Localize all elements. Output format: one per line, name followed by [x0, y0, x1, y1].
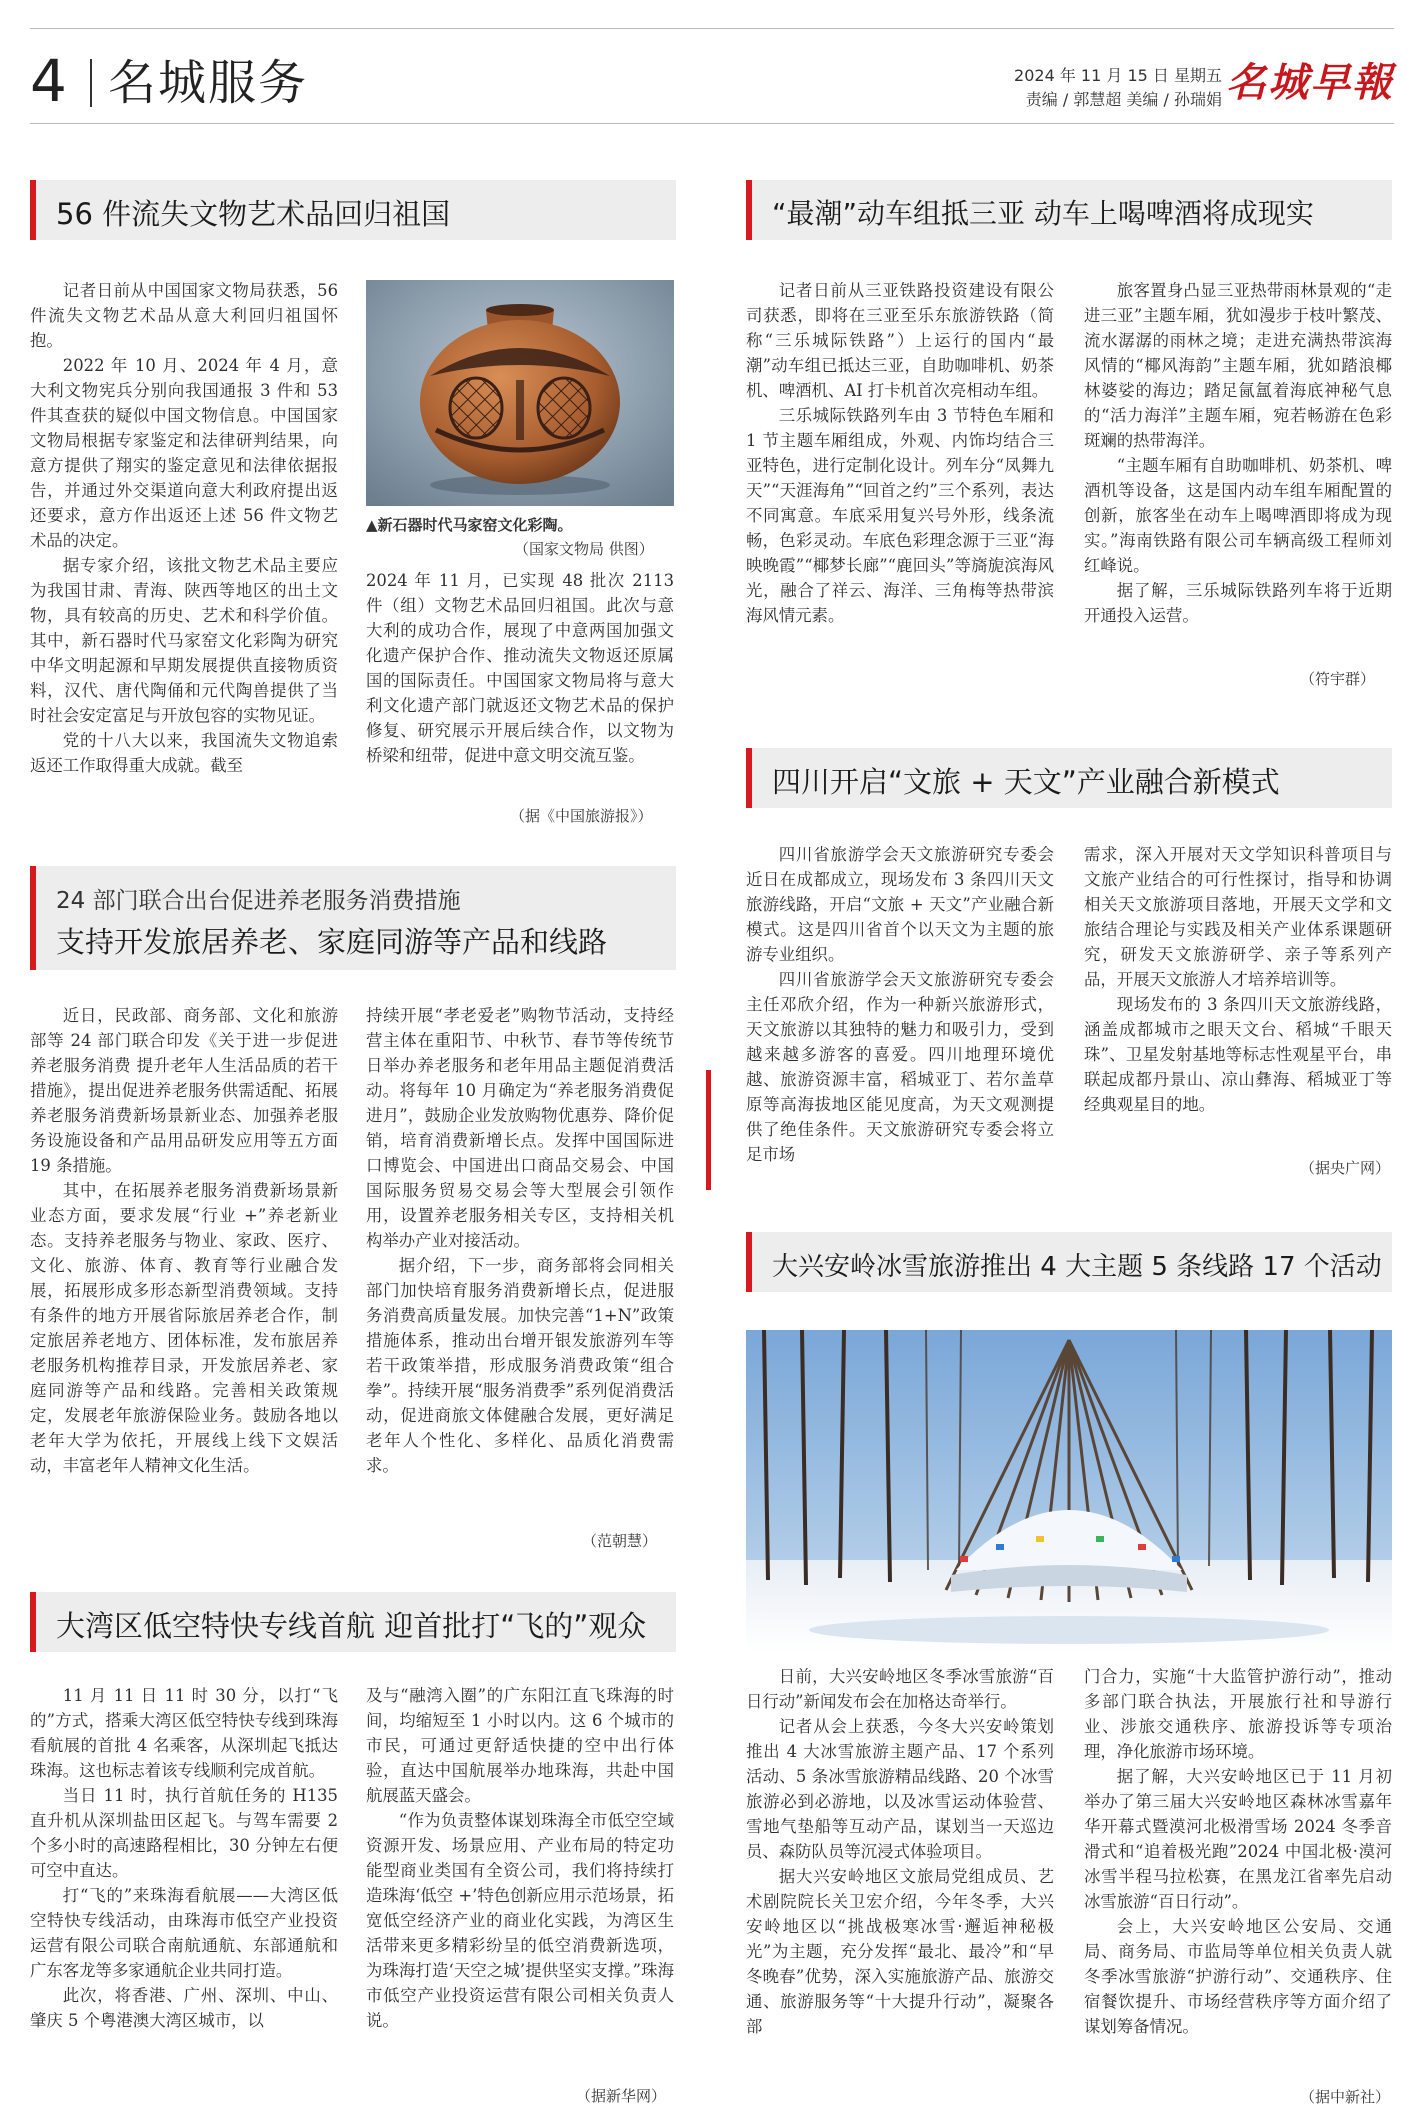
article-source: （据新华网）	[576, 2087, 667, 2105]
headline: 四川开启“文旅 + 天文”产业融合新模式	[772, 765, 1280, 799]
paragraph: 记者日前从三亚铁路投资建设有限公司获悉，即将在三亚至乐东旅游铁路（简称“三乐城际铁路”）上运行的国内“最潮”动车组已抵达三亚，自助咖啡机、奶茶机、啤酒机、AI 打卡机首次亮相动车组。	[746, 281, 1054, 400]
article-source: （符宇群）	[1300, 670, 1376, 688]
paragraph: 其中，在拓展养老服务消费新场景新业态方面，要求发展“行业 +”养老新业态。支持养老服务与物业、家政、医疗、文化、旅游、体育、教育等行业融合发展，拓展形成多形态新型消费领域。支持有条件的地方开展省际旅居养老合作，制定旅居养老地方、团体标准，发布旅居养老服务机构推荐目录，开发旅居养老、家庭同游等产品和线路。完善相关政策规定，发展老年旅游保险业务。鼓励各地以老年大学为依托，开展线上线下文娱活动，丰富老年人精神文化生活。	[30, 1181, 338, 1475]
article-source: （据中新社）	[1300, 2088, 1391, 2106]
masthead	[30, 28, 1394, 124]
article-column	[366, 1683, 674, 2033]
pottery-photo	[366, 280, 674, 506]
section-title: 名城服务	[108, 55, 309, 111]
article-column	[1084, 1664, 1392, 2039]
article-source: （据《中国旅游报》）	[510, 807, 653, 825]
paragraph: 当日 11 时，执行首航任务的 H135 直升机从深圳盐田区起飞。与驾车需要 2 个多小时的高速路程相比，30 分钟左右便可空中直达。	[30, 1786, 338, 1880]
subheadline: 24 部门联合出台促进养老服务消费措施	[56, 888, 461, 914]
paragraph: 2024 年 11 月，已实现 48 批次 2113 件（组）文物艺术品回归祖国。此次与意大利的成功合作，展现了中意两国加强文化遗产保护合作、推动流失文物返还原属国的国际责任。中国国家文物局将与意大利文化遗产部门就返还文物艺术品的保护修复、研究展示开展后续合作，以文物为桥梁和纽带，促进中意文明交流互鉴。	[366, 571, 674, 765]
article-column	[1084, 278, 1392, 628]
paragraph: 会上，大兴安岭地区公安局、交通局、商务局、市监局等单位相关负责人就冬季冰雪旅游“护游行动”、交通秩序、住宿餐饮提升、市场经营秩序等方面介绍了谋划筹备情况。	[1084, 1917, 1392, 2036]
headline-bar	[746, 180, 1392, 240]
paragraph: 11 月 11 日 11 时 30 分，以打“飞的”方式，搭乘大湾区低空特快专线到珠海看航展的首批 4 名乘客，从深圳起飞抵达珠海。这也标志着该专线顺利完成首航。	[30, 1686, 338, 1780]
paragraph: 据介绍，下一步，商务部将会同相关部门加快培育服务消费新增长点，促进服务消费高质量发展。加快完善“1+N”政策措施体系，推动出台增开银发旅游列车等若干政策举措，形成服务消费政策“组合拳”。持续开展“服务消费季”系列促消费活动，促进商旅文体健融合发展，更好满足老年人个性化、多样化、品质化消费需求。	[366, 1256, 674, 1475]
paragraph: 据大兴安岭地区文旅局党组成员、艺术剧院院长关卫宏介绍，今年冬季，大兴安岭地区以“挑战极寒冰雪·邂逅神秘极光”为主题，充分发挥“最北、最冷”和“早冬晚春”优势，深入实施旅游产品、旅游交通、旅游服务等“十大提升行动”，凝聚各部	[746, 1867, 1054, 2036]
headline: 大湾区低空特快专线首航 迎首批打“飞的”观众	[56, 1609, 647, 1643]
page-number: 4	[30, 47, 67, 115]
snow-forest-photo	[746, 1330, 1392, 1652]
headline-bar	[30, 180, 676, 240]
paragraph: 日前，大兴安岭地区冬季冰雪旅游“百日行动”新闻发布会在加格达奇举行。	[746, 1667, 1054, 1711]
snow-forest-image	[746, 1330, 1392, 1652]
paragraph: 四川省旅游学会天文旅游研究专委会近日在成都成立，现场发布 3 条四川天文旅游线路，开启“文旅 + 天文”产业融合新模式。这是四川省首个以天文为主题的旅游专业组织。	[746, 845, 1054, 964]
headline-bar	[746, 748, 1392, 808]
newspaper-logo: 名城早報	[1226, 59, 1394, 106]
paragraph: 门合力，实施“十大监管护游行动”，推动多部门联合执法，开展旅行社和导游行业、涉旅交通秩序、旅游投诉等专项治理，净化旅游市场环境。	[1084, 1667, 1392, 1761]
article-column	[746, 278, 1054, 628]
article-column	[366, 1003, 674, 1478]
paragraph: 近日，民政部、商务部、文化和旅游部等 24 部门联合印发《关于进一步促进养老服务消费 提升老年人生活品质的若干措施》，提出促进养老服务供需适配、拓展养老服务消费新场景新业态、加强养老服务设施设备和产品用品研发应用等五方面 19 条措施。	[30, 1006, 338, 1175]
page-fold-marker	[706, 1070, 711, 1190]
article-column	[746, 1664, 1054, 2039]
paragraph: “主题车厢有自助咖啡机、奶茶机、啤酒机等设备，这是国内动车组车厢配置的创新，旅客坐在动车上喝啤酒即将成为现实。”海南铁路有限公司车辆高级工程师刘红峰说。	[1084, 456, 1392, 575]
paragraph: 据了解，大兴安岭地区已于 11 月初举办了第三届大兴安岭地区森林冰雪嘉年华开幕式暨漠河北极滑雪场 2024 冬季音滑式和“追着极光跑”2024 中国北极·漠河冰雪半程马拉松赛，在黑龙江省率先启动冰雪旅游“百日行动”。	[1084, 1767, 1392, 1911]
article-column	[30, 1683, 338, 2033]
paragraph: 旅客置身凸显三亚热带雨林景观的“走进三亚”主题车厢，犹如漫步于枝叶繁茂、流水潺潺的雨林之境；走进充满热带滨海风情的“椰风海韵”主题车厢，犹如踏浪椰林婆娑的海边；踏足氤氲着海底神秘气息的“活力海洋”主题车厢，宛若畅游在色彩斑斓的热带海洋。	[1084, 281, 1392, 450]
headline-bar	[746, 1232, 1392, 1292]
paragraph: 四川省旅游学会天文旅游研究专委会主任邓欣介绍，作为一种新兴旅游形式，天文旅游以其独特的魅力和吸引力，受到越来越多游客的喜爱。四川地理环境优越、旅游资源丰富，稻城亚丁、若尔盖草原等高海拔地区能见度高，为天文观测提供了绝佳条件。天文旅游研究专委会将立足市场	[746, 970, 1054, 1164]
article-source: （范朝慧）	[582, 1532, 658, 1550]
paragraph: “作为负责整体谋划珠海全市低空空域资源开发、场景应用、产业布局的特定功能型商业类国有全资公司，我们将持续打造珠海‘低空 +’特色创新应用示范场景，拓宽低空经济产业的商业化实践，为湾区生活带来更多精彩纷呈的低空消费新选项，为珠海打造‘天空之城’提供坚实支撑。”珠海市低空产业投资运营有限公司相关负责人说。	[366, 1811, 675, 2030]
paragraph: 及与“融湾入圈”的广东阳江直飞珠海的时间，均缩短至 1 小时以内。这 6 个城市的市民，可通过更舒适快捷的空中出行体验，直达中国航展举办地珠海，共赴中国航展蓝天盛会。	[366, 1686, 674, 1805]
paragraph: 三乐城际铁路列车由 3 节特色车厢和 1 节主题车厢组成，外观、内饰均结合三亚特色，进行定制化设计。列车分“凤舞九天”“天涯海角”“回首之约”三个系列，表达不同寓意。车底采用复兴号外形，线条流畅，色彩灵动。车底色彩理念源于三亚“海映晚霞”“椰梦长廊”“鹿回头”等旖旎滨海风光，融合了祥云、海洋、三角梅等热带滨海风情元素。	[746, 406, 1054, 625]
paragraph: 需求，深入开展对天文学知识科普项目与文旅产业结合的可行性探讨，指导和协调相关天文旅游项目落地，开展天文学和文旅结合理论与实践及相关产业体系课题研究，研发天文旅游研学、亲子等系列产品，开展天文旅游人才培养培训等。	[1084, 845, 1392, 989]
paragraph: 据专家介绍，该批文物艺术品主要应为我国甘肃、青海、陕西等地区的出土文物，具有较高的历史、艺术和科学价值。其中，新石器时代马家窑文化彩陶为研究中华文明起源和早期发展提供直接物质资料，汉代、唐代陶俑和元代陶兽提供了当时社会安定富足与开放包容的实物见证。	[30, 556, 338, 725]
issue-date: 2024 年 11 月 15 日 星期五	[1014, 66, 1222, 85]
article-column	[366, 568, 674, 768]
paragraph: 此次，将香港、广州、深圳、中山、肇庆 5 个粤港澳大湾区城市，以	[30, 1986, 338, 2030]
paragraph: 记者日前从中国国家文物局获悉，56 件流失文物艺术品从意大利回归祖国怀抱。	[30, 281, 338, 350]
paragraph: 打“飞的”来珠海看航展——大湾区低空特快专线活动，由珠海市低空产业投资运营有限公司联合南航通航、东部通航和广东客龙等多家通航企业共同打造。	[30, 1886, 338, 1980]
article-column	[1084, 842, 1392, 1117]
headline-bar	[30, 866, 676, 970]
headline: 大兴安岭冰雪旅游推出 4 大主题 5 条线路 17 个活动	[772, 1252, 1382, 1282]
paragraph: 记者从会上获悉，今冬大兴安岭策划推出 4 大冰雪旅游主题产品、17 个系列活动、5 条冰雪旅游精品线路、20 个冰雪旅游必到必游地，以及冰雪运动体验营、雪地气垫船等互动产品，谋划当一天巡边员、森防队员等沉浸式体验项目。	[746, 1717, 1054, 1861]
photo-caption: ▲新石器时代马家窑文化彩陶。	[366, 516, 573, 534]
paragraph: 据了解，三乐城际铁路列车将于近期开通投入运营。	[1084, 581, 1392, 625]
painted-pottery-jar-image	[366, 280, 674, 506]
paragraph: 现场发布的 3 条四川天文旅游线路，涵盖成都城市之眼天文台、稻城“千眼天珠”、卫星发射基地等标志性观星平台，串联起成都丹景山、凉山彝海、稻城亚丁等经典观星目的地。	[1084, 995, 1392, 1114]
photo-credit: （国家文物局 供图）	[514, 540, 654, 558]
headline: 支持开发旅居养老、家庭同游等产品和线路	[56, 925, 608, 959]
article-column	[746, 842, 1054, 1167]
article-source: （据央广网）	[1300, 1159, 1391, 1177]
editor-credits: 责编 / 郭慧超 美编 / 孙瑞娟	[1025, 90, 1222, 109]
article-column	[30, 1003, 338, 1478]
headline: 56 件流失文物艺术品回归祖国	[56, 197, 451, 231]
paragraph: 党的十八大以来，我国流失文物追索返还工作取得重大成就。截至	[30, 731, 338, 775]
paragraph: 2022 年 10 月、2024 年 4 月，意大利文物宪兵分别向我国通报 3 件和 53 件其查获的疑似中国文物信息。中国国家文物局根据专家鉴定和法律研判结果，向意方提供了翔实的鉴定意见和法律依据报告，并通过外交渠道向意大利政府提出返还要求，意方作出返还上述 56 件文物艺术品的决定。	[30, 356, 338, 550]
paragraph: 持续开展“孝老爱老”购物节活动，支持经营主体在重阳节、中秋节、春节等传统节日举办养老服务和老年用品主题促消费活动。将每年 10 月确定为“养老服务消费促进月”，鼓励企业发放购物优惠券、降价促销，培育消费新增长点。发挥中国国际进口博览会、中国进出口商品交易会、中国国际服务贸易交易会等大型展会引领作用，设置养老服务相关专区，支持相关机构举办产业对接活动。	[366, 1006, 674, 1250]
article-column	[30, 278, 338, 778]
headline: “最潮”动车组抵三亚 动车上喝啤酒将成现实	[772, 197, 1314, 230]
masthead-divider	[90, 59, 92, 107]
headline-bar	[30, 1592, 676, 1652]
